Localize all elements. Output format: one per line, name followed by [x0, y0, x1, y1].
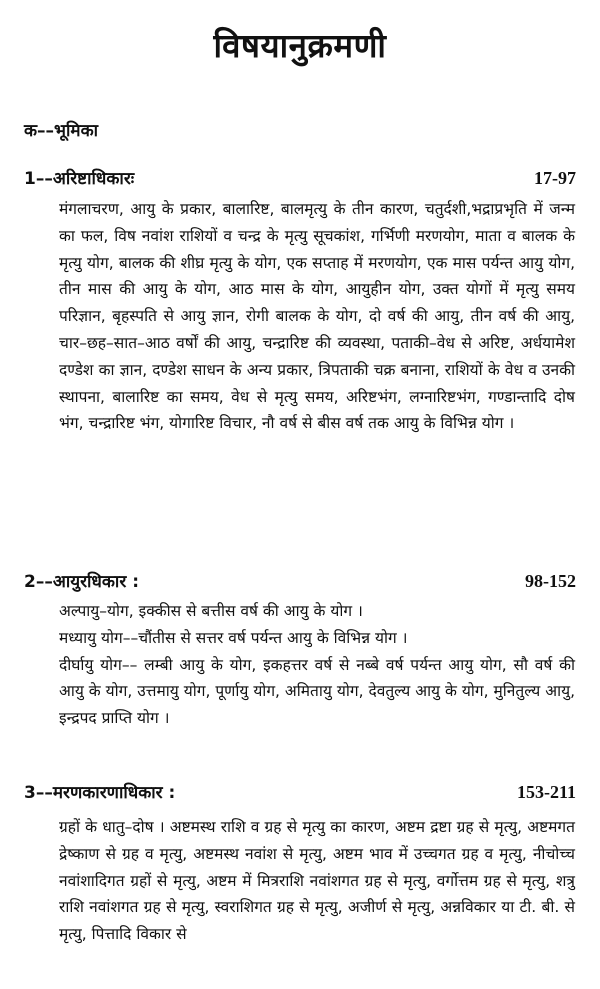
section-paragraph: दीर्घायु योग–– लम्बी आयु के योग, इकहत्तर वर्ष से नब्बे वर्ष पर्यन्त आयु योग, सौ वर्ष की आयु के योग, उत्तमायु योग, पूर्णायु योग, अमितायु योग, देवतुल्य आयु के योग, मुनितुल्य आयु, इन्द्रपद प्राप्ति योग ।	[59, 655, 575, 728]
section-3-body	[59, 814, 575, 948]
section-paragraph: मंगलाचरण, आयु के प्रकार, बालारिष्ट, बालमृत्यु के तीन कारण, चतुर्दशी,भद्राप्रभृति में जन्म का फल, विष नवांश राशियों व चन्द्र के मृत्यु सूचकांश, गर्भिणी मरणयोग, माता व बालक के मृत्यु योग, बालक की शीघ्र मृत्यु के योग, एक सप्ताह में मरणयोग, एक मास पर्यन्त आयु योग, तीन मास की आयु के योग, आठ मास के योग, आयुहीन योग, उक्त योगों में मृत्यु समय परिज्ञान, बृहस्पति से आयु ज्ञान, रोगी बालक के योग, दो वर्ष की आयु, तीन वर्ष की आयु, चार–छह–सात–आठ वर्षों की आयु, चन्द्रारिष्ट की व्यवस्था, पताकी–वेध से अरिष्ट, अर्धयामेश दण्डेश का ज्ञान, दण्डेश साधन के अन्य प्रकार, त्रिपताकी चक्र बनाना, राशियों के वेध व उनकी स्थापना, बालारिष्ट का समय, वेध से मृत्यु समय, अरिष्टभंग, लग्नारिष्टभंग, गण्डान्तादि दोष भंग, चन्द्रारिष्ट भंग, योगारिष्ट विचार, नौ वर्ष से बीस वर्ष तक आयु के विभिन्न योग ।	[59, 200, 575, 433]
section-paragraph: मध्यायु योग––चौंतीस से सत्तर वर्ष पर्यन्त आयु के विभिन्न योग ।	[59, 628, 408, 647]
section-heading: 3––मरणकारणाधिकार :	[24, 783, 176, 803]
section-paragraph: अल्पायु–योग, इक्कीस से बत्तीस वर्ष की आयु के योग ।	[59, 602, 363, 620]
section-paragraph: ग्रहों के धातु–दोष । अष्टमस्थ राशि व ग्रह से मृत्यु का कारण, अष्टम द्रष्टा ग्रह से मृत्यु, अष्टमगत द्रेष्काण से ग्रह व मृत्यु, अष्टमस्थ नवांश से मृत्यु, अष्टम भाव में उच्चगत ग्रह व मृत्यु, नीचोच्च नवांशादिगत ग्रहों से मृत्यु, अष्टम में मित्रराशि नवांशगत ग्रह से मृत्यु, वर्गोत्तम ग्रह से मृत्यु, शत्रु राशि नवांशगत ग्रह से मृत्यु, स्वराशिगत ग्रह से मृत्यु, अजीर्ण से मृत्यु, अन्नविकार या टी. बी. से मृत्यु, पित्तादि विकार से	[59, 818, 575, 944]
intro-heading: क––भूमिका	[24, 121, 99, 141]
section-page-range: 98-152	[525, 571, 576, 591]
section-2-header	[24, 569, 576, 592]
section-heading: 2––आयुरधिकार :	[24, 572, 140, 592]
section-heading: 1––अरिष्टाधिकारः	[24, 169, 135, 189]
section-1-header	[24, 166, 576, 189]
section-2-body	[59, 598, 575, 732]
page-title: विषयानुक्रमणी	[213, 26, 387, 65]
section-page-range: 153-211	[516, 782, 576, 802]
section-3-header	[24, 780, 576, 803]
section-page-range: 17-97	[534, 168, 576, 188]
section-1-body	[59, 196, 575, 437]
